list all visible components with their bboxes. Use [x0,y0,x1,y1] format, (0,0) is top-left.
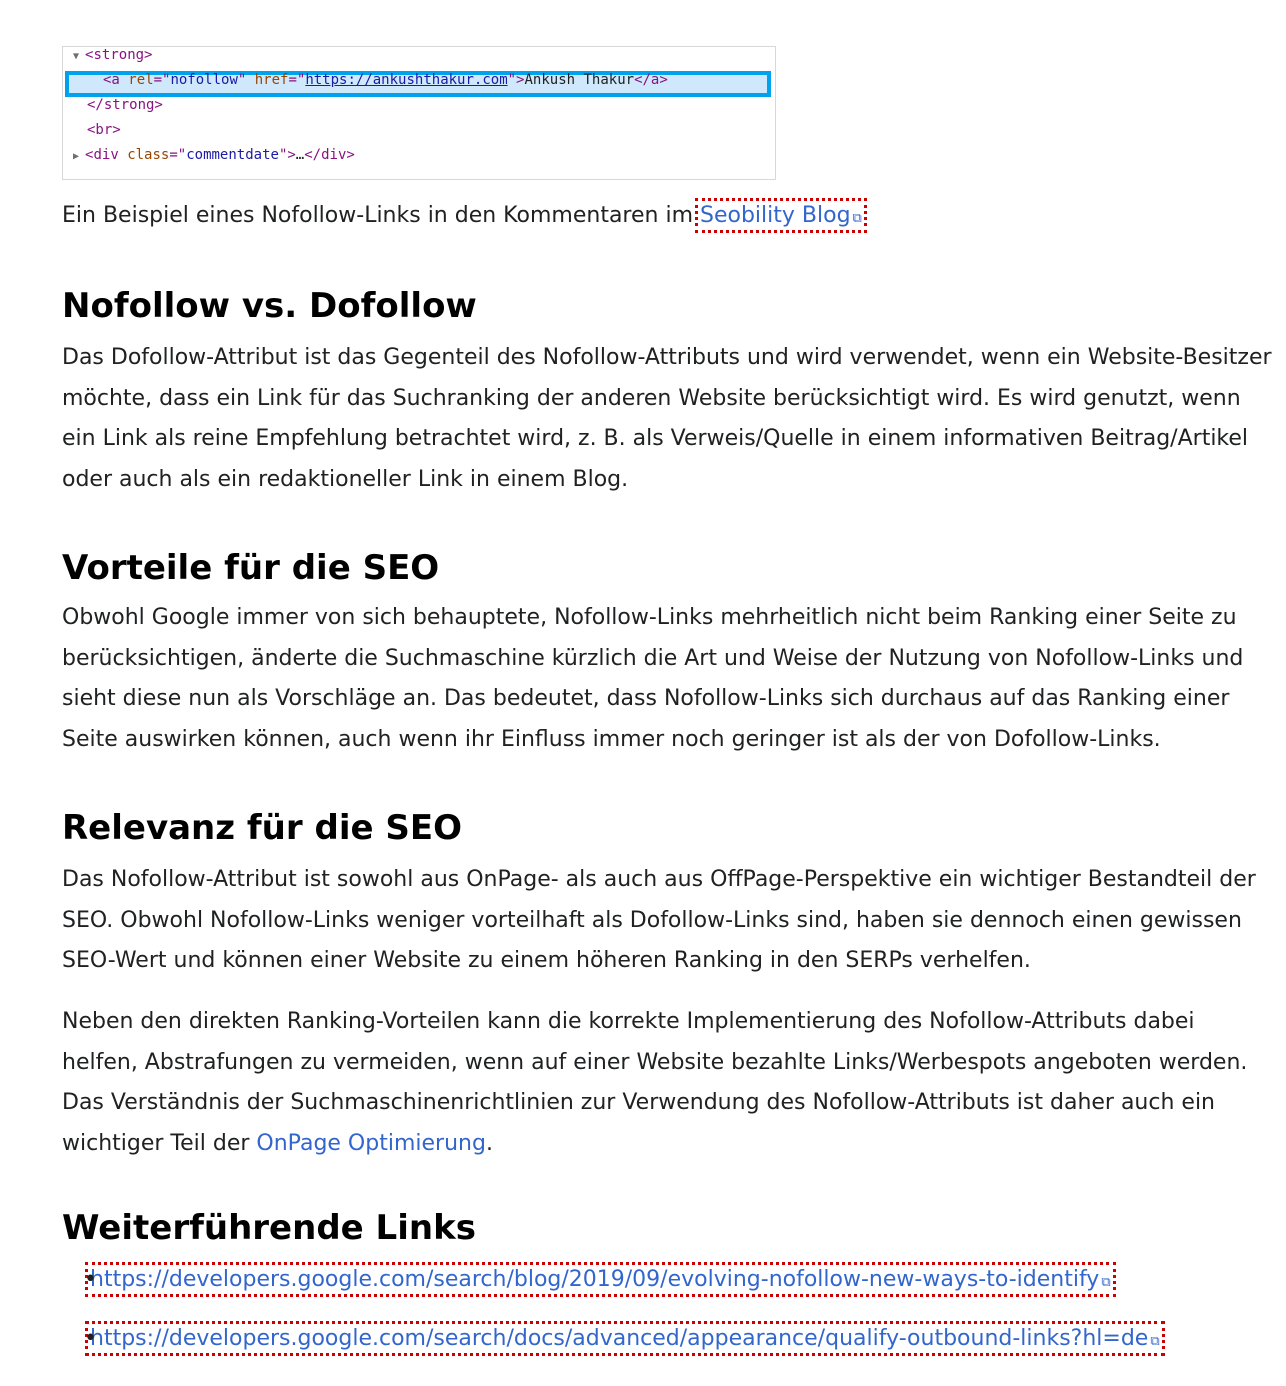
external-link-icon: ⧉ [852,211,862,226]
heading-weiterfuehrende-links: Weiterführende Links [62,1208,476,1248]
list-item [62,1252,1160,1311]
code-line: </strong> [87,97,163,113]
paragraph-relevanz-1: Das Nofollow-Attribut ist sowohl aus OnPage- als auch aus OffPage-Perspektive ein wichtiger Bestandteil der SEO. Obwohl Nofollow-Links weniger vorteilhaft als Dofollow-Links sind, haben sie dennoch einen gewissen SEO-Wert und können einer Website zu einem höheren Ranking in den SERPs verhelfen. [62,867,1256,973]
code-screenshot [62,46,776,180]
google-docs-link[interactable]: https://developers.google.com/search/docs/advanced/appearance/qualify-outbound-links?hl=de ⧉ [90,1326,1160,1351]
paragraph-vorteile: Obwohl Google immer von sich behauptete, Nofollow-Links mehrheitlich nicht beim Ranking einer Seite zu berücksichtigen, änderte die Suchmaschine kürzlich die Art und Weise der Nutzung von Nofollow-Links und sieht diese nun als Vorschläge an. Das bedeutet, dass Nofollow-Links sich durchaus auf das Ranking einer Seite auswirken können, auch wenn ihr Einfluss immer noch geringer ist als der von Dofollow-Links. [62,605,1244,752]
heading-nofollow-vs-dofollow: Nofollow vs. Dofollow [62,286,477,326]
paragraph-relevanz-2: Neben den direkten Ranking-Vorteilen kann die korrekte Implementierung des Nofollow-Attributs dabei helfen, Abstrafungen zu vermeiden, wenn auf einer Website bezahlte Links/Werbespots angeboten werden. Das Verständnis der Suchmaschinenrichtlinien zur Verwendung des Nofollow-Attributs ist daher auch ein wichtiger Teil der OnPage Optimierung. [62,1009,1248,1156]
seobility-blog-link[interactable]: Seobility Blog ⧉ [700,203,862,228]
list-item [62,1311,1160,1370]
google-blog-link[interactable]: https://developers.google.com/search/blog/2019/09/evolving-nofollow-new-ways-to-identify ⧉ [90,1267,1111,1292]
external-link-icon: ⧉ [1101,1275,1111,1290]
code-line: ▼ <strong> [73,47,153,63]
code-line: ▶ <div class="commentdate">…</div> [73,147,355,163]
code-line: <a rel="nofollow" href="https://ankushthakur.com">Ankush Thakur</a> [103,72,668,88]
code-line: <br> [87,122,121,138]
expand-triangle-icon[interactable]: ▼ [73,51,86,62]
onpage-optimierung-link[interactable]: OnPage Optimierung [256,1130,486,1156]
image-caption: Ein Beispiel eines Nofollow-Links in den Kommentaren im Seobility Blog ⧉ [62,203,862,228]
further-links-list [62,1252,1160,1370]
heading-vorteile: Vorteile für die SEO [62,548,440,588]
external-link-icon: ⧉ [1150,1334,1160,1349]
collapse-triangle-icon[interactable]: ▶ [73,151,86,162]
heading-relevanz: Relevanz für die SEO [62,808,462,848]
paragraph-dofollow: Das Dofollow-Attribut ist das Gegenteil des Nofollow-Attributs und wird verwendet, wenn ein Website-Besitzer möchte, dass ein Link für das Suchranking der anderen Website berücksichtigt wird. Es wird genutzt, wenn ein Link als reine Empfehlung betrachtet wird, z. B. als Verweis/Quelle in einem informativen Beitrag/Artikel oder auch als ein redaktioneller Link in einem Blog. [62,345,1272,492]
